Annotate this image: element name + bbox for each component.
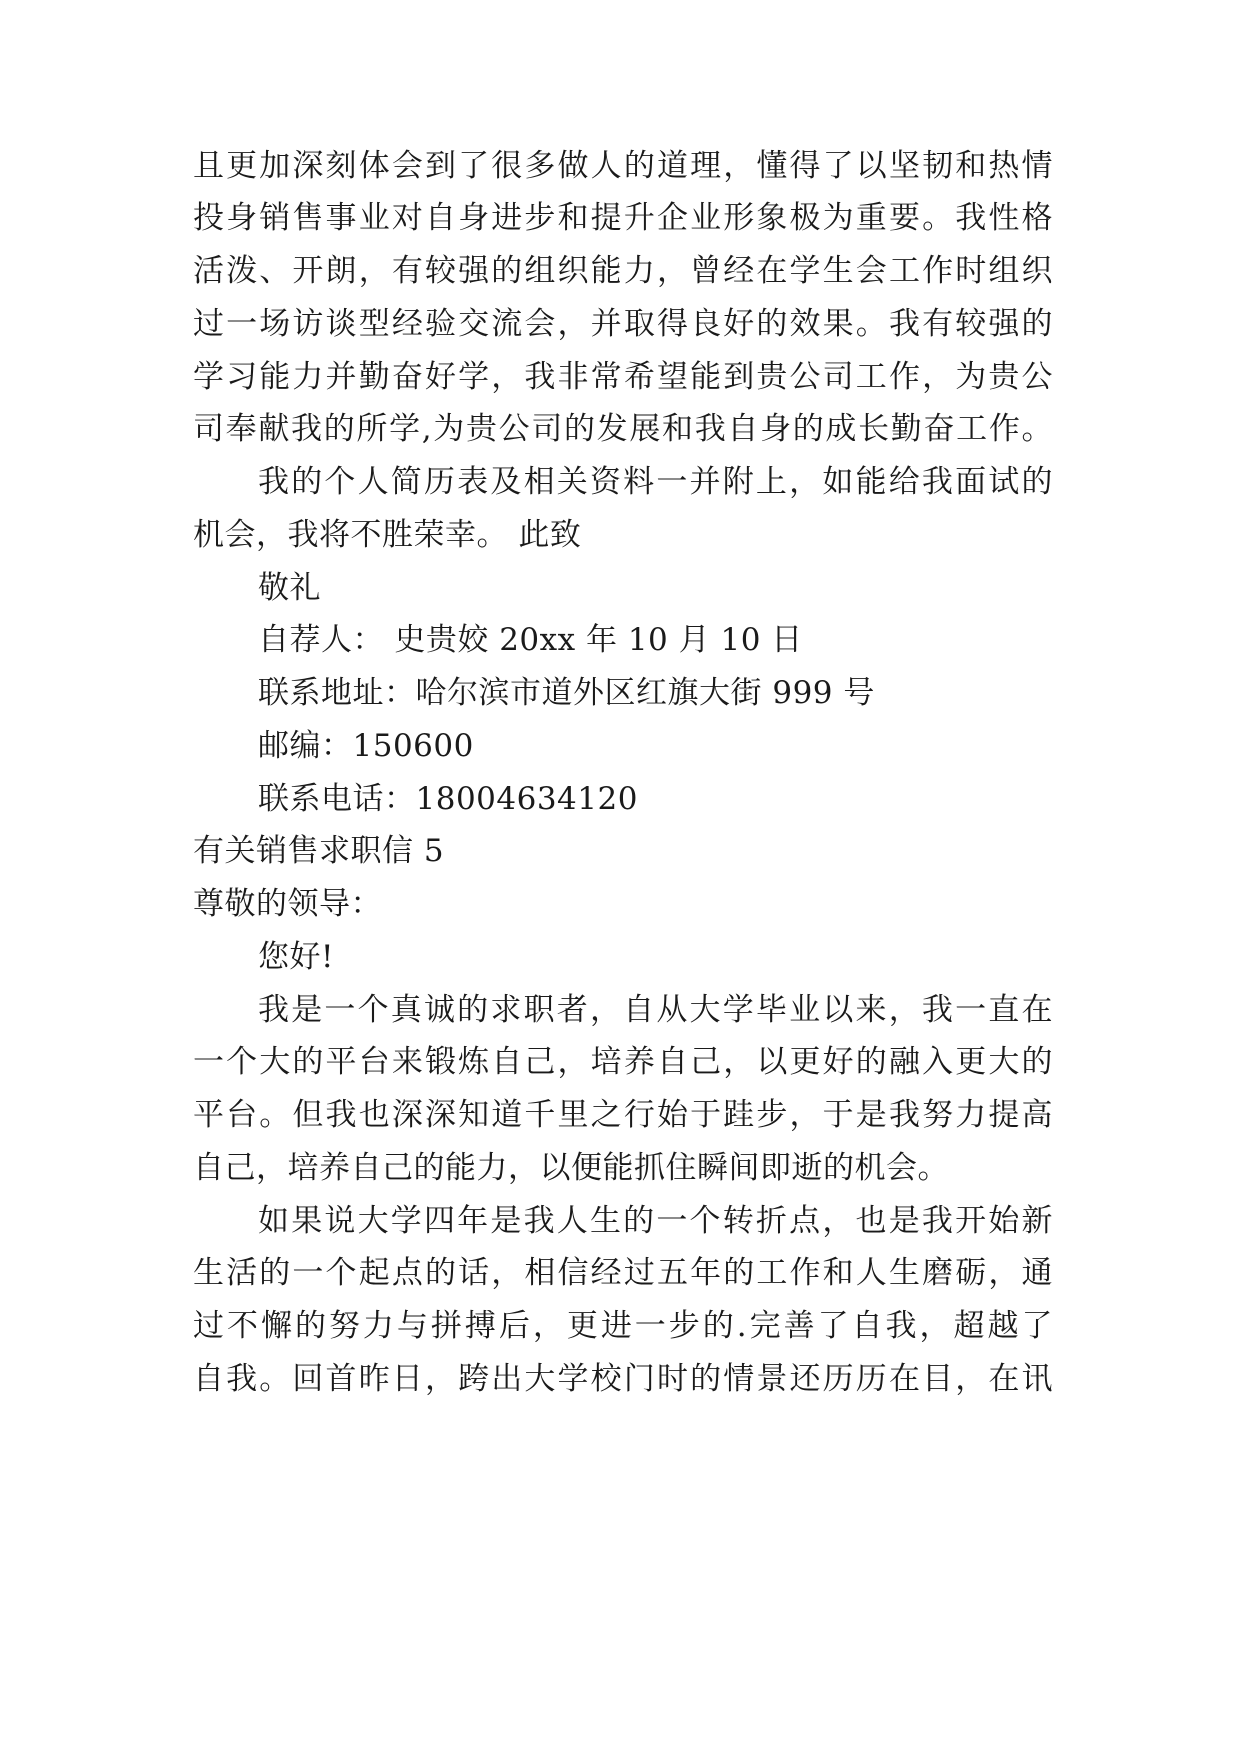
paragraph-line: 投身销售事业对自身进步和提升企业形象极为重要。我性格 bbox=[193, 200, 1053, 236]
paragraph-line: 平台。但我也深深知道千里之行始于跬步，于是我努力提高 bbox=[193, 1097, 1053, 1133]
paragraph-line: 过不懈的努力与拼搏后，更进一步的.完善了自我，超越了 bbox=[193, 1308, 1053, 1344]
paragraph-line: 我是一个真诚的求职者，自从大学毕业以来，我一直在 bbox=[258, 992, 1053, 1028]
section-title: 有关销售求职信 5 bbox=[193, 833, 445, 869]
paragraph-line: 学习能力并勤奋好学，我非常希望能到贵公司工作，为贵公 bbox=[193, 359, 1053, 395]
paragraph-line: 且更加深刻体会到了很多做人的道理，懂得了以坚韧和热情 bbox=[193, 148, 1053, 184]
postal-code: 邮编：150600 bbox=[258, 728, 474, 764]
paragraph-line: 我的个人简历表及相关资料一并附上，如能给我面试的 bbox=[258, 464, 1053, 500]
closing-salutation: 敬礼 bbox=[258, 570, 321, 606]
paragraph-line: 自我。回首昨日，跨出大学校门时的情景还历历在目，在讯 bbox=[193, 1361, 1053, 1397]
greeting: 尊敬的领导： bbox=[193, 886, 382, 922]
signature-line: 自荐人： 史贵姣 20xx 年 10 月 10 日 bbox=[258, 622, 803, 658]
greeting-hello: 您好! bbox=[258, 939, 334, 975]
contact-address: 联系地址：哈尔滨市道外区红旗大街 999 号 bbox=[258, 675, 875, 711]
paragraph-line: 过一场访谈型经验交流会，并取得良好的效果。我有较强的 bbox=[193, 306, 1053, 342]
paragraph-line: 生活的一个起点的话，相信经过五年的工作和人生磨砺，通 bbox=[193, 1255, 1053, 1291]
paragraph-line: 自己，培养自己的能力，以便能抓住瞬间即逝的机会。 bbox=[193, 1150, 949, 1186]
paragraph-line: 如果说大学四年是我人生的一个转折点，也是我开始新 bbox=[258, 1203, 1053, 1239]
paragraph-line: 司奉献我的所学,为贵公司的发展和我自身的成长勤奋工作。 bbox=[193, 411, 1053, 447]
paragraph-line: 机会，我将不胜荣幸。 此致 bbox=[193, 517, 582, 553]
contact-phone: 联系电话：18004634120 bbox=[258, 781, 638, 817]
paragraph-line: 一个大的平台来锻炼自己，培养自己，以更好的融入更大的 bbox=[193, 1044, 1053, 1080]
paragraph-line: 活泼、开朗，有较强的组织能力，曾经在学生会工作时组织 bbox=[193, 253, 1053, 289]
